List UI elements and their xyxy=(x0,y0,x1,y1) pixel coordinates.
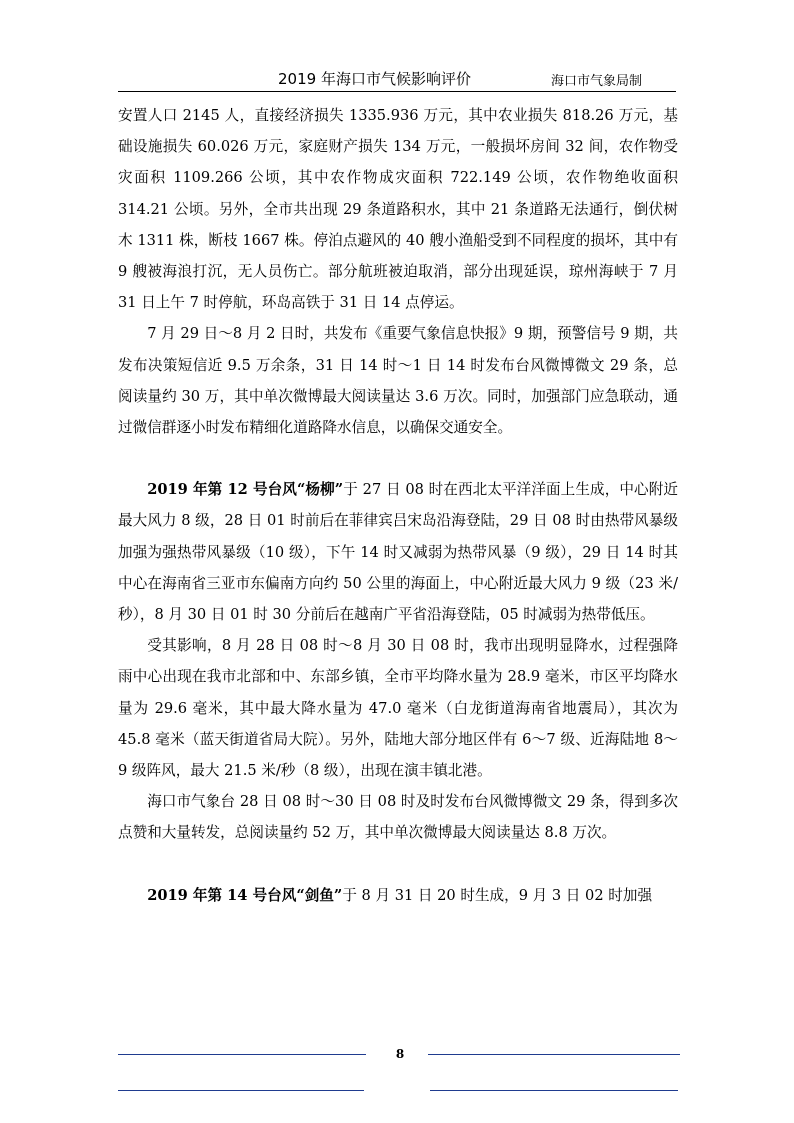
paragraph-gap xyxy=(118,849,678,880)
header-title: 2019 年海口市气候影响评价 xyxy=(278,70,471,88)
footer-line-left xyxy=(118,1054,366,1055)
paragraph-weibo-stats: 海口市气象台 28 日 08 时～30 日 08 时及时发布台风微博微文 29 条，得到多次点赞和大量转发，总阅读量约 52 万，其中单次微博最大阅读量达 8.8 万次。 xyxy=(118,793,678,842)
document-body xyxy=(118,100,678,911)
page-number: 8 xyxy=(395,1047,405,1061)
footer-bottom-line-right xyxy=(430,1090,678,1091)
paragraph-damage-stats: 安置人口 2145 人，直接经济损失 1335.936 万元，其中农业损失 818.26 万元，基础设施损失 60.026 万元，家庭财产损失 134 万元，一般损坏房间 32 间，农作物受灾面积 1109.266 公顷，其中农作物成灾面积 722.149 公顷，农作物绝收面积 314.21 公顷。另外，全市共出现 29 条道路积水，其中 21 条道路无法通行，倒伏树木 1311 株，断枝 1667 株。停泊点避风的 40 艘小渔船受到不同程度的损坏，其中有 9 艘被海浪打沉，无人员伤亡。部分航班被迫取消，部分出现延误，琼州海峡于 7 月 31 日上午 7 时停航，环岛高铁于 31 日 14 点停运。 xyxy=(118,107,678,312)
typhoon-jianyu-text: 于 8 月 31 日 20 时生成，9 月 3 日 02 时加强 xyxy=(342,886,653,904)
paragraph-rainfall-impact: 受其影响，8 月 28 日 08 时～8 月 30 日 08 时，我市出现明显降水，过程强降雨中心出现在我市北部和中、东部乡镇，全市平均降水量为 28.9 毫米，市区平均降水量为 29.6 毫米，其中最大降水量为 47.0 毫米（白龙街道海南省地震局），其次为 45.8 毫米（蓝天街道省局大院）。另外，陆地大部分地区伴有 6～7 级、近海陆地 8～9 级阵风，最大 21.5 米/秒（8 级），出现在演丰镇北港。 xyxy=(118,637,678,780)
footer-line-right xyxy=(428,1054,680,1055)
footer-bottom-line-left xyxy=(118,1090,364,1091)
typhoon-yangliu-heading: 2019 年第 12 号台风“杨柳” xyxy=(147,481,344,499)
paragraph-warnings-issued: 7 月 29 日～8 月 2 日时，共发布《重要气象信息快报》9 期，预警信号 9 期，共发布决策短信近 9.5 万余条，31 日 14 时～1 日 14 时发布台风微博微文 29 条，总阅读量约 30 万，其中单次微博最大阅读量达 3.6 万次。同时，加强部门应急联动，通过微信群逐小时发布精细化道路降水信息，以确保交通安全。 xyxy=(118,325,678,437)
paragraph-gap xyxy=(118,443,678,474)
typhoon-yangliu-text: 于 27 日 08 时在西北太平洋洋面上生成，中心附近最大风力 8 级，28 日 01 时前后在菲律宾吕宋岛沿海登陆，29 日 08 时由热带风暴级加强为强热带风暴级（10 级），下午 14 时又减弱为热带风暴（9 级），29 日 14 时其中心在海南省三亚市东偏南方向约 50 公里的海面上，中心附近最大风力 9 级（23 米/秒），8 月 30 日 01 时 30 分前后在越南广平省沿海登陆，05 时减弱为热带低压。 xyxy=(118,481,678,624)
page-header xyxy=(118,60,676,92)
header-org: 海口市气象局制 xyxy=(550,74,642,89)
typhoon-jianyu-heading: 2019 年第 14 号台风“剑鱼” xyxy=(147,886,343,904)
paragraph-typhoon-yangliu xyxy=(118,474,678,630)
paragraph-typhoon-jianyu xyxy=(118,880,678,911)
header-rule xyxy=(118,91,676,92)
